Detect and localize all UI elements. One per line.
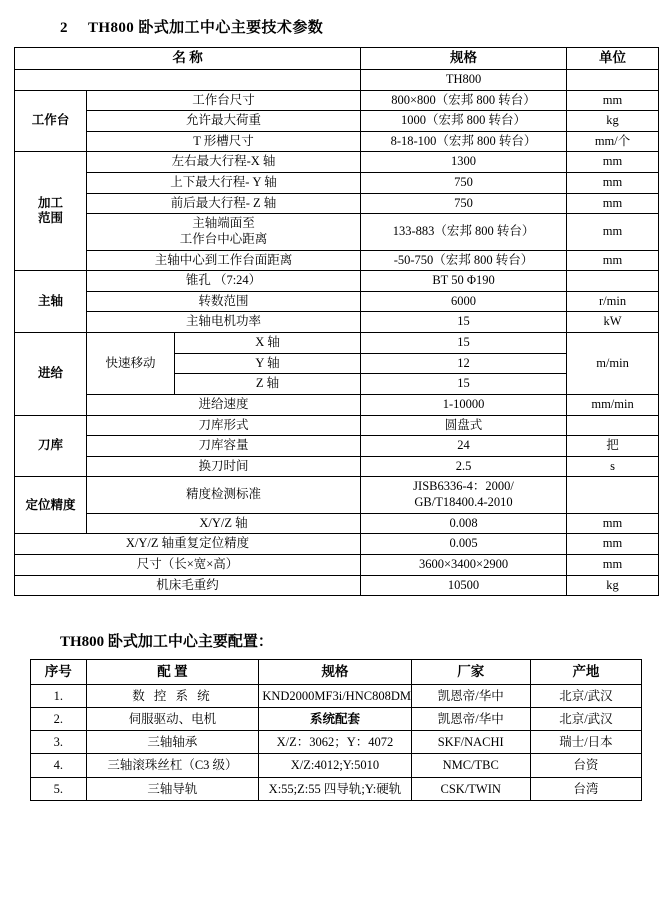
item-label: X/Y/Z 轴重复定位精度 [15, 534, 361, 555]
item-unit: s [567, 456, 659, 477]
cell-model-unit [567, 69, 659, 90]
table-row [31, 707, 642, 730]
item-label: 锥孔 （7:24） [87, 271, 361, 292]
item-unit: mm [567, 250, 659, 271]
config-header-no: 序号 [31, 660, 87, 685]
item-label: 上下最大行程- Y 轴 [87, 173, 361, 194]
item-unit [567, 271, 659, 292]
item-spec: 15 [361, 312, 567, 333]
table-row [15, 312, 659, 333]
config-item-name: 三轴导轨 [86, 777, 259, 800]
item-spec: 24 [361, 436, 567, 457]
header-unit: 单位 [567, 48, 659, 70]
cell-empty [15, 69, 361, 90]
table-row [31, 731, 642, 754]
table-row [15, 513, 659, 534]
config-item-origin: 台湾 [530, 777, 641, 800]
config-item-spec: 系统配套 [259, 707, 411, 730]
page-title [14, 16, 658, 37]
config-no: 2. [31, 707, 87, 730]
cell-model: TH800 [361, 69, 567, 90]
table-header-row [15, 48, 659, 70]
item-spec [361, 477, 567, 513]
section-number: 2 [60, 20, 68, 36]
group-machining-range [15, 152, 87, 271]
config-no: 3. [31, 731, 87, 754]
item-unit: mm/min [567, 394, 659, 415]
item-label: X/Y/Z 轴 [87, 513, 361, 534]
item-label: 尺寸（长×宽×高） [15, 554, 361, 575]
config-no: 5. [31, 777, 87, 800]
item-label: Y 轴 [175, 353, 361, 374]
item-spec: 133-883（宏邦 800 转台） [361, 214, 567, 250]
config-section-title: TH800 卧式加工中心主要配置： [60, 634, 273, 651]
config-item-maker: SKF/NACHI [411, 731, 530, 754]
item-label: 主轴中心到工作台面距离 [87, 250, 361, 271]
group-feed: 进给 [15, 333, 87, 416]
item-unit: 把 [567, 436, 659, 457]
item-unit: m/min [567, 333, 659, 395]
item-unit: kW [567, 312, 659, 333]
item-spec: -50-750（宏邦 800 转台） [361, 250, 567, 271]
item-label: 进给速度 [87, 394, 361, 415]
item-unit [567, 477, 659, 513]
table-row [15, 394, 659, 415]
table-row [15, 193, 659, 214]
table-row [31, 777, 642, 800]
item-spec: 8-18-100（宏邦 800 转台） [361, 131, 567, 152]
config-item-spec: KND2000MF3i/HNC808DM [259, 684, 411, 707]
table-row [15, 131, 659, 152]
config-header-maker: 厂家 [411, 660, 530, 685]
config-header-origin: 产地 [530, 660, 641, 685]
table-row [15, 575, 659, 596]
config-item-spec: X/Z:4012;Y:5010 [259, 754, 411, 777]
table-row [15, 456, 659, 477]
table-row [15, 291, 659, 312]
item-label-line-2: 工作台中心距离 [179, 231, 268, 246]
item-spec: 0.008 [361, 513, 567, 534]
item-label: 主轴电机功率 [87, 312, 361, 333]
item-label-line-1: 主轴端面至 [192, 216, 255, 231]
item-label: 刀库形式 [87, 415, 361, 436]
item-spec: 15 [361, 374, 567, 395]
item-unit: mm [567, 214, 659, 250]
item-label: 前后最大行程- Z 轴 [87, 193, 361, 214]
item-unit: mm [567, 513, 659, 534]
item-label: X 轴 [175, 333, 361, 354]
config-no: 1. [31, 684, 87, 707]
item-label: 刀库容量 [87, 436, 361, 457]
table-row [15, 111, 659, 132]
config-item-maker: 凯恩帝/华中 [411, 684, 530, 707]
config-item-spec: X:55;Z:55 四导轨;Y:硬轨 [259, 777, 411, 800]
sub-group-rapid-traverse: 快速移动 [87, 333, 175, 395]
config-item-spec: X/Z：3062；Y：4072 [259, 731, 411, 754]
table-row [15, 477, 659, 513]
table-row [15, 173, 659, 194]
group-line-1: 加工 [37, 195, 63, 210]
item-spec: 750 [361, 173, 567, 194]
item-spec: 1300 [361, 152, 567, 173]
config-item-name: 伺服驱动、电机 [86, 707, 259, 730]
item-label [87, 214, 361, 250]
item-unit: mm [567, 90, 659, 111]
item-unit: mm [567, 554, 659, 575]
item-spec: BT 50 Φ190 [361, 271, 567, 292]
table-row [15, 534, 659, 555]
item-unit: r/min [567, 291, 659, 312]
item-spec: 3600×3400×2900 [361, 554, 567, 575]
config-item-origin: 北京/武汉 [530, 684, 641, 707]
table-row [31, 684, 642, 707]
item-unit: mm [567, 173, 659, 194]
item-spec: 800×800（宏邦 800 转台） [361, 90, 567, 111]
item-spec: 1-10000 [361, 394, 567, 415]
item-unit: mm [567, 534, 659, 555]
config-no: 4. [31, 754, 87, 777]
item-label: 机床毛重约 [15, 575, 361, 596]
item-spec: 0.005 [361, 534, 567, 555]
table-row [15, 271, 659, 292]
item-label: 换刀时间 [87, 456, 361, 477]
item-unit: kg [567, 575, 659, 596]
header-name: 名 称 [15, 48, 361, 70]
config-item-name: 三轴滚珠丝杠（C3 级） [86, 754, 259, 777]
table-row [15, 415, 659, 436]
item-spec-line-1: JISB6336-4：2000/ [413, 479, 514, 494]
group-spindle: 主轴 [15, 271, 87, 333]
table-row-model [15, 69, 659, 90]
item-spec: 12 [361, 353, 567, 374]
item-spec: 750 [361, 193, 567, 214]
table-row [15, 333, 659, 354]
item-label: Z 轴 [175, 374, 361, 395]
item-unit: mm [567, 152, 659, 173]
item-label: 转数范围 [87, 291, 361, 312]
group-tool-magazine: 刀库 [15, 415, 87, 477]
item-unit: kg [567, 111, 659, 132]
config-table [30, 659, 642, 801]
config-item-origin: 台资 [530, 754, 641, 777]
config-item-maker: NMC/TBC [411, 754, 530, 777]
config-header-item: 配 置 [86, 660, 259, 685]
table-row [15, 152, 659, 173]
section-title: TH800 卧式加工中心主要技术参数 [88, 20, 324, 36]
table-row [15, 214, 659, 250]
item-unit: mm/个 [567, 131, 659, 152]
item-label: 工作台尺寸 [87, 90, 361, 111]
config-item-name: 三轴轴承 [86, 731, 259, 754]
header-spec: 规格 [361, 48, 567, 70]
item-spec: 圆盘式 [361, 415, 567, 436]
item-label: 左右最大行程-X 轴 [87, 152, 361, 173]
group-positioning-accuracy: 定位精度 [15, 477, 87, 534]
item-label: T 形槽尺寸 [87, 131, 361, 152]
table-row [31, 754, 642, 777]
item-unit: mm [567, 193, 659, 214]
item-spec: 10500 [361, 575, 567, 596]
item-spec-line-2: GB/T18400.4-2010 [414, 495, 513, 509]
spec-table [14, 47, 659, 596]
config-item-maker: 凯恩帝/华中 [411, 707, 530, 730]
config-item-origin: 瑞士/日本 [530, 731, 641, 754]
config-item-origin: 北京/武汉 [530, 707, 641, 730]
config-header-spec: 规格 [259, 660, 411, 685]
config-item-maker: CSK/TWIN [411, 777, 530, 800]
config-header-row [31, 660, 642, 685]
table-row [15, 436, 659, 457]
table-row [15, 250, 659, 271]
item-spec: 2.5 [361, 456, 567, 477]
item-label: 允许最大荷重 [87, 111, 361, 132]
item-spec: 6000 [361, 291, 567, 312]
item-spec: 1000（宏邦 800 转台） [361, 111, 567, 132]
item-unit [567, 415, 659, 436]
group-line-2: 范围 [37, 211, 63, 226]
item-spec: 15 [361, 333, 567, 354]
config-item-name: 数 控 系 统 [86, 684, 259, 707]
group-worktable: 工作台 [15, 90, 87, 152]
table-row [15, 554, 659, 575]
item-label: 精度检测标准 [87, 477, 361, 513]
table-row [15, 90, 659, 111]
